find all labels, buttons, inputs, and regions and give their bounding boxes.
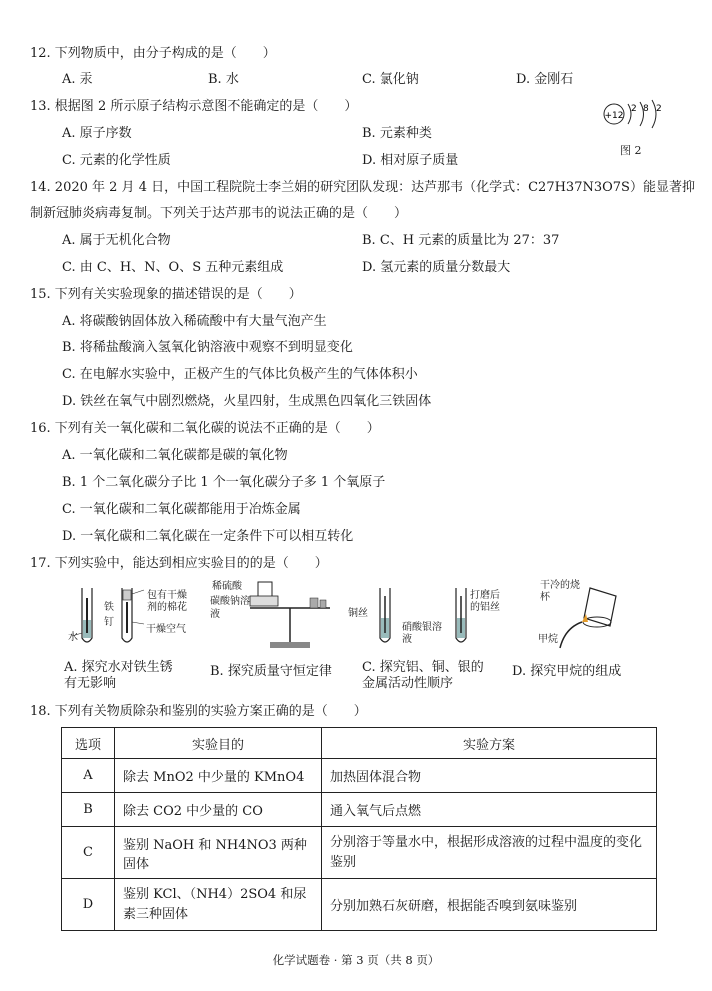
q16-option-b: B. 1 个二氧化碳分子比 1 个一氧化碳分子多 1 个氧原子: [62, 475, 386, 490]
header-option: 选项: [62, 728, 115, 759]
q12-option-c: C. 氯化钠: [362, 72, 419, 87]
q14-option-a: A. 属于无机化合物: [62, 233, 171, 248]
label-dry-air: 干燥空气: [146, 624, 186, 635]
q13-stem: 13. 根据图 2 所示原子结构示意图不能确定的是（ ）: [30, 99, 358, 114]
q13-option-b: B. 元素种类: [362, 126, 432, 141]
row-a-purpose: 除去 MnO2 中少量的 KMnO4: [115, 759, 322, 793]
q12-option-d: D. 金刚石: [516, 72, 574, 87]
label-polished-aluminum: 打磨后的铝丝: [470, 590, 500, 613]
row-c-purpose: 鉴别 NaOH 和 NH4NO3 两种固体: [115, 827, 322, 879]
atom-nucleus-charge: +12: [604, 111, 624, 121]
page-footer: 化学试题卷 · 第 3 页（共 8 页）: [272, 953, 440, 967]
q14-stem-line1: 14. 2020 年 2 月 4 日，中国工程院院士李兰娟的研究团队发现：达芦那韦（化学式：C27H37N3O7S）能显著抑: [30, 180, 695, 195]
header-plan: 实验方案: [322, 728, 657, 759]
atom-shell-3: 2: [656, 104, 662, 114]
row-d-option: D: [62, 879, 115, 931]
q17-option-b: B. 探究质量守恒定律: [210, 664, 332, 679]
label-methane: 甲烷: [538, 634, 558, 645]
row-c-option: C: [62, 827, 115, 879]
atom-shell-1: 2: [631, 104, 637, 114]
label-dilute-sulfuric-acid: 稀硫酸: [212, 581, 242, 592]
table-row: [62, 879, 657, 931]
table-row: [62, 793, 657, 827]
row-d-plan: 分别加熟石灰研磨，根据能否嗅到氨味鉴别: [322, 879, 657, 931]
q15-stem: 15. 下列有关实验现象的描述错误的是（ ）: [30, 287, 302, 302]
row-a-plan: 加热固体混合物: [322, 759, 657, 793]
q17-option-d: D. 探究甲烷的组成: [512, 664, 622, 679]
figure-2-caption: 图 2: [620, 144, 642, 157]
q14-stem-line2: 制新冠肺炎病毒复制。下列关于达芦那韦的说法正确的是（ ）: [30, 206, 408, 221]
q14-option-d: D. 氢元素的质量分数最大: [362, 260, 511, 275]
row-a-option: A: [62, 759, 115, 793]
row-b-plan: 通入氧气后点燃: [322, 793, 657, 827]
table-row: [62, 759, 657, 793]
q14-option-b: B. C、H 元素的质量比为 27：37: [362, 233, 560, 248]
row-c-plan: 分别溶于等量水中，根据形成溶液的过程中温度的变化鉴别: [322, 827, 657, 879]
q15-option-b: B. 将稀盐酸滴入氢氧化钠溶液中观察不到明显变化: [62, 340, 353, 355]
q13-option-a: A. 原子序数: [62, 126, 132, 141]
header-purpose: 实验目的: [115, 728, 322, 759]
q16-option-c: C. 一氧化碳和二氧化碳都能用于冶炼金属: [62, 502, 301, 517]
q15-option-c: C. 在电解水实验中，正极产生的气体比负极产生的气体体积小: [62, 367, 418, 382]
label-silver-nitrate: 硝酸银溶液: [402, 622, 442, 645]
scheme-table: [61, 727, 657, 931]
label-iron-nail: 铁钉: [104, 602, 114, 628]
q15-option-a: A. 将碳酸钠固体放入稀硫酸中有大量气泡产生: [62, 314, 327, 329]
label-copper-wire: 铜丝: [348, 608, 368, 619]
row-b-option: B: [62, 793, 115, 827]
row-d-purpose: 鉴别 KCl、（NH4）2SO4 和尿素三种固体: [115, 879, 322, 931]
table-row: [62, 827, 657, 879]
q17-option-c: C. 探究铝、铜、银的金属活动性顺序: [362, 660, 484, 691]
atom-shell-2: 8: [643, 104, 649, 114]
q17-option-a: A. 探究水对铁生锈有无影响: [64, 660, 173, 691]
atom-structure-figure: [600, 96, 672, 136]
q18-stem: 18. 下列有关物质除杂和鉴别的实验方案正确的是（ ）: [30, 704, 367, 719]
label-sodium-carbonate: 碳酸钠溶液: [210, 596, 250, 620]
q13-option-c: C. 元素的化学性质: [62, 153, 171, 168]
q17-stem: 17. 下列实验中，能达到相应实验目的的是（ ）: [30, 556, 328, 571]
q14-option-c: C. 由 C、H、N、O、S 五种元素组成: [62, 260, 284, 275]
table-header-row: [62, 728, 657, 759]
q13-option-d: D. 相对原子质量: [362, 153, 459, 168]
label-cotton-desiccant: 包有干燥剂的棉花: [147, 590, 187, 613]
q16-option-a: A. 一氧化碳和二氧化碳都是碳的氧化物: [62, 448, 288, 463]
label-cold-beaker: 干冷的烧杯: [540, 580, 580, 603]
q15-option-d: D. 铁丝在氧气中剧烈燃烧，火星四射，生成黑色四氧化三铁固体: [62, 394, 432, 409]
q16-stem: 16. 下列有关一氧化碳和二氧化碳的说法不正确的是（ ）: [30, 421, 380, 436]
row-b-purpose: 除去 CO2 中少量的 CO: [115, 793, 322, 827]
q12-option-a: A. 汞: [62, 72, 93, 87]
label-water-a: 水: [68, 632, 78, 643]
q12-stem: 12. 下列物质中，由分子构成的是（ ）: [30, 46, 276, 61]
q16-option-d: D. 一氧化碳和二氧化碳在一定条件下可以相互转化: [62, 529, 354, 544]
q12-option-b: B. 水: [208, 72, 239, 87]
